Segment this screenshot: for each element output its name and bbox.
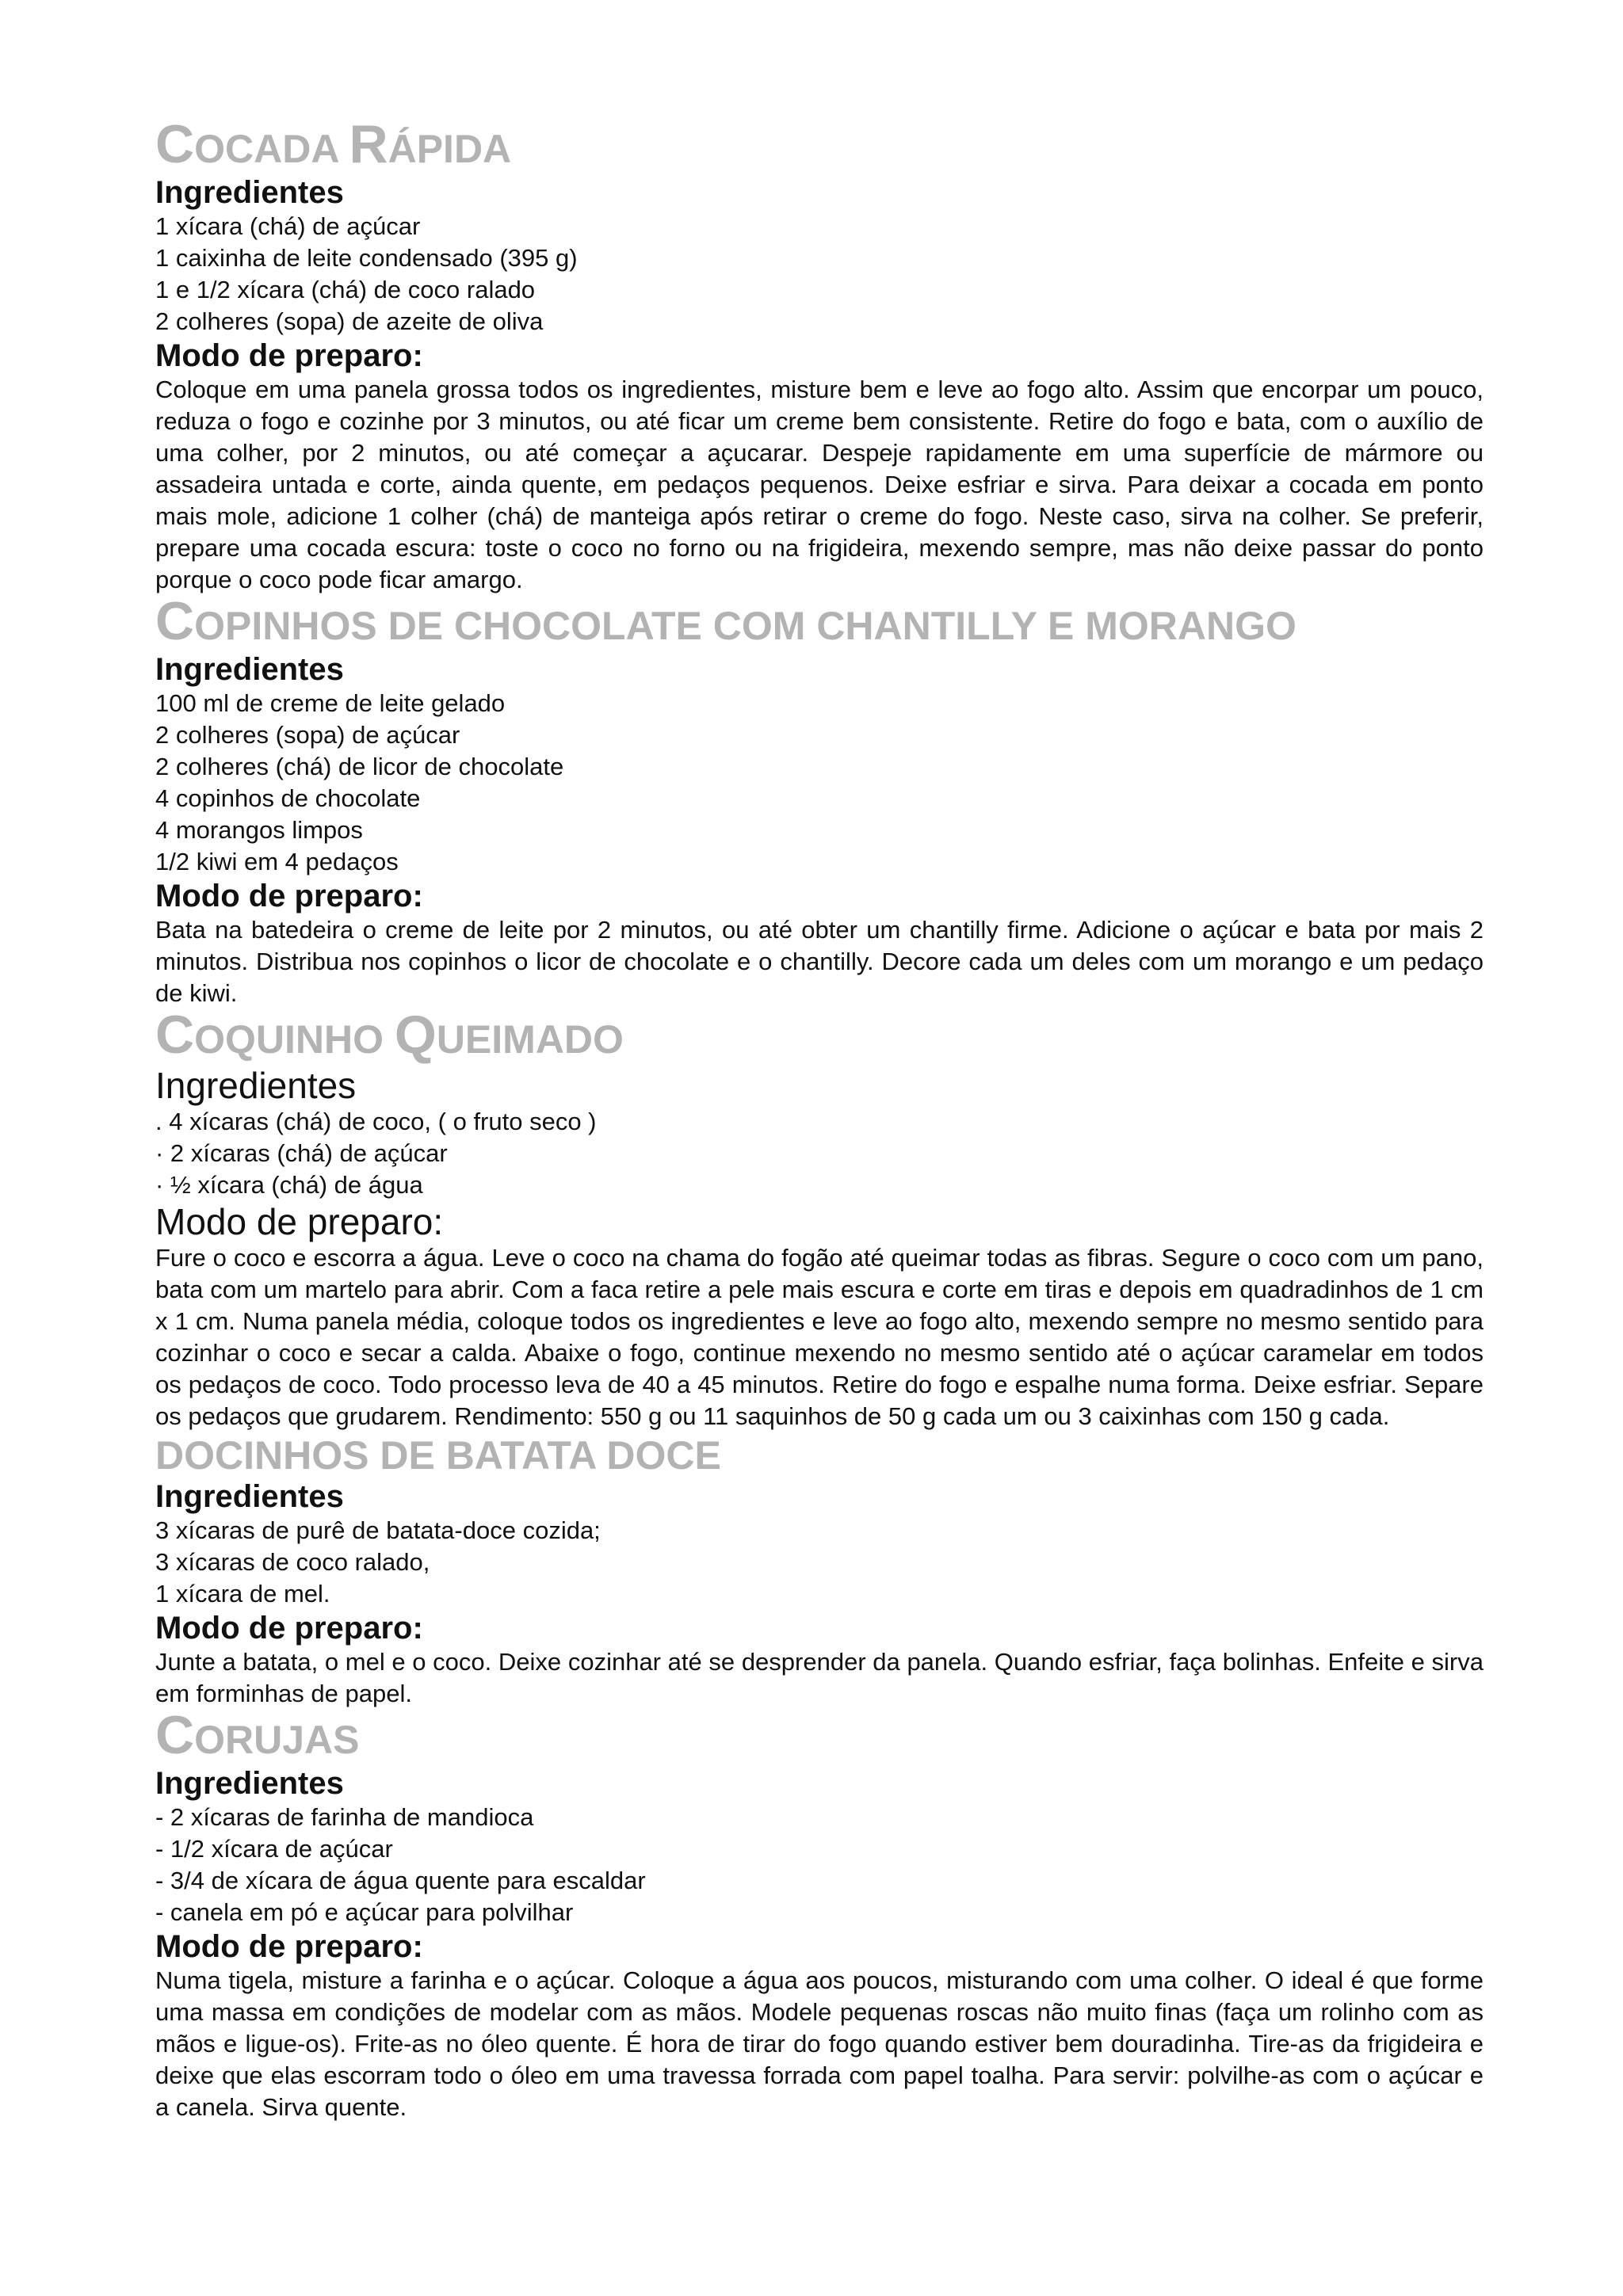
ingredient-item: · ½ xícara (chá) de água [155, 1171, 423, 1199]
ingredients-heading: Ingredientes [155, 652, 344, 687]
ingredient-item: 4 copinhos de chocolate [155, 784, 421, 812]
ingredient-item: 1/2 kiwi em 4 pedaços [155, 848, 399, 875]
recipe-copinhos-de-chocolate [155, 591, 1484, 1009]
method-text: Junte a batata, o mel e o coco. Deixe cozinhar até se desprender da panela. Quando esfriar, faça bolinhas. Enfeite e sirva em forminhas de papel. [155, 1648, 1484, 1707]
method-text: Numa tigela, misture a farinha e o açúcar. Coloque a água aos poucos, misturando com uma colher. O ideal é que forme uma massa em condições de modelar com as mãos. Modele pequenas roscas não muito finas (faça um rolinho com as mãos e ligue-os). Frite-as no óleo quente. É hora de tirar do fogo quando estiver bem douradinha. Tire-as da frigideira e deixe que elas escorram todo o óleo em uma travessa forrada com papel toalha. Para servir: polvilhe-as com o açúcar e a canela. Sirva quente. [155, 1966, 1484, 2121]
ingredient-item: 4 morangos limpos [155, 816, 363, 844]
document-page [155, 114, 1484, 2123]
method-heading: Modo de preparo: [155, 879, 423, 913]
recipe-coquinho-queimado [155, 1005, 1484, 1432]
ingredient-item: 1 xícara (chá) de açúcar [155, 212, 421, 240]
ingredient-item: 3 xícaras de coco ralado, [155, 1548, 430, 1576]
method-text: Coloque em uma panela grossa todos os ingredientes, misture bem e leve ao fogo alto. Assim que encorpar um pouco, reduza o fogo e cozinhe por 3 minutos, ou até ficar um creme bem consistente. Retire do fogo e bata, com o auxílio de uma colher, por 2 minutos, ou até começar a açucarar. Despeje rapidamente em uma superfície de mármore ou assadeira untada e corte, ainda quente, em pedaços pequenos. Deixe esfriar e sirva. Para deixar a cocada em ponto mais mole, adicione 1 colher (chá) de manteiga após retirar o creme do fogo. Neste caso, sirva na colher. Se preferir, prepare uma cocada escura: toste o coco no forno ou na frigideira, mexendo sempre, mas não deixe passar do ponto porque o coco pode ficar amargo. [155, 376, 1484, 593]
ingredients-heading: Ingredientes [155, 175, 344, 210]
ingredient-item: - 1/2 xícara de açúcar [155, 1835, 393, 1863]
ingredient-item: 2 colheres (sopa) de azeite de oliva [155, 307, 544, 335]
ingredient-item: - canela em pó e açúcar para polvilhar [155, 1898, 574, 1926]
ingredient-item: 1 caixinha de leite condensado (395 g) [155, 244, 578, 272]
recipe-cocada-rapida [155, 114, 1484, 596]
method-text: Bata na batedeira o creme de leite por 2 minutos, ou até obter um chantilly firme. Adicione o açúcar e bata por mais 2 minutos. Distribua nos copinhos o licor de chocolate e o chantilly. Decore cada um deles com um morango e um pedaço de kiwi. [155, 916, 1484, 1007]
ingredient-item: 100 ml de creme de leite gelado [155, 689, 506, 717]
ingredients-heading: Ingredientes [155, 1766, 344, 1801]
ingredient-item: 1 xícara de mel. [155, 1580, 330, 1608]
ingredients-heading: Ingredientes [155, 1479, 344, 1514]
recipe-docinhos-de-batata-doce [155, 1432, 1484, 1710]
ingredients-heading: Ingredientes [155, 1065, 357, 1106]
recipe-title: DOCINHOS DE BATATA DOCE [155, 1433, 721, 1478]
method-text: Fure o coco e escorra a água. Leve o coco na chama do fogão até queimar todas as fibras. Segure o coco com um pano, bata com um martelo para abrir. Com a faca retire a pele mais escura e corte em tiras e depois em quadradinhos de 1 cm x 1 cm. Numa panela média, coloque todos os ingredientes e leve ao fogo alto, mexendo sempre no mesmo sentido para cozinhar o coco e secar a calda. Abaixe o fogo, continue mexendo no mesmo sentido até o açúcar caramelar em todos os pedaços de coco. Todo processo leva de 40 a 45 minutos. Retire do fogo e espalhe numa forma. Deixe esfriar. Separe os pedaços que grudarem. Rendimento: 550 g ou 11 saquinhos de 50 g cada um ou 3 caixinhas com 150 g cada. [155, 1244, 1484, 1430]
recipe-corujas [155, 1705, 1484, 2123]
ingredient-item: 1 e 1/2 xícara (chá) de coco ralado [155, 276, 536, 303]
recipe-title: CORUJAS [155, 1705, 360, 1765]
recipe-title: COQUINHO QUEIMADO [155, 1005, 624, 1065]
ingredient-item: 3 xícaras de purê de batata-doce cozida; [155, 1516, 601, 1544]
method-heading: Modo de preparo: [155, 1201, 444, 1242]
ingredient-item: - 2 xícaras de farinha de mandioca [155, 1803, 534, 1831]
recipe-title: COPINHOS DE CHOCOLATE COM CHANTILLY E MORANGO [155, 591, 1296, 651]
ingredient-item: 2 colheres (sopa) de açúcar [155, 721, 460, 749]
method-heading: Modo de preparo: [155, 1611, 423, 1646]
method-heading: Modo de preparo: [155, 1929, 423, 1964]
ingredient-item: 2 colheres (chá) de licor de chocolate [155, 753, 564, 780]
recipe-title: COCADA RÁPIDA [155, 114, 512, 174]
ingredient-item: · 2 xícaras (chá) de açúcar [155, 1139, 448, 1167]
method-heading: Modo de preparo: [155, 338, 423, 373]
ingredient-item: . 4 xícaras (chá) de coco, ( o fruto seco ) [155, 1108, 597, 1135]
ingredient-item: - 3/4 de xícara de água quente para escaldar [155, 1867, 646, 1894]
